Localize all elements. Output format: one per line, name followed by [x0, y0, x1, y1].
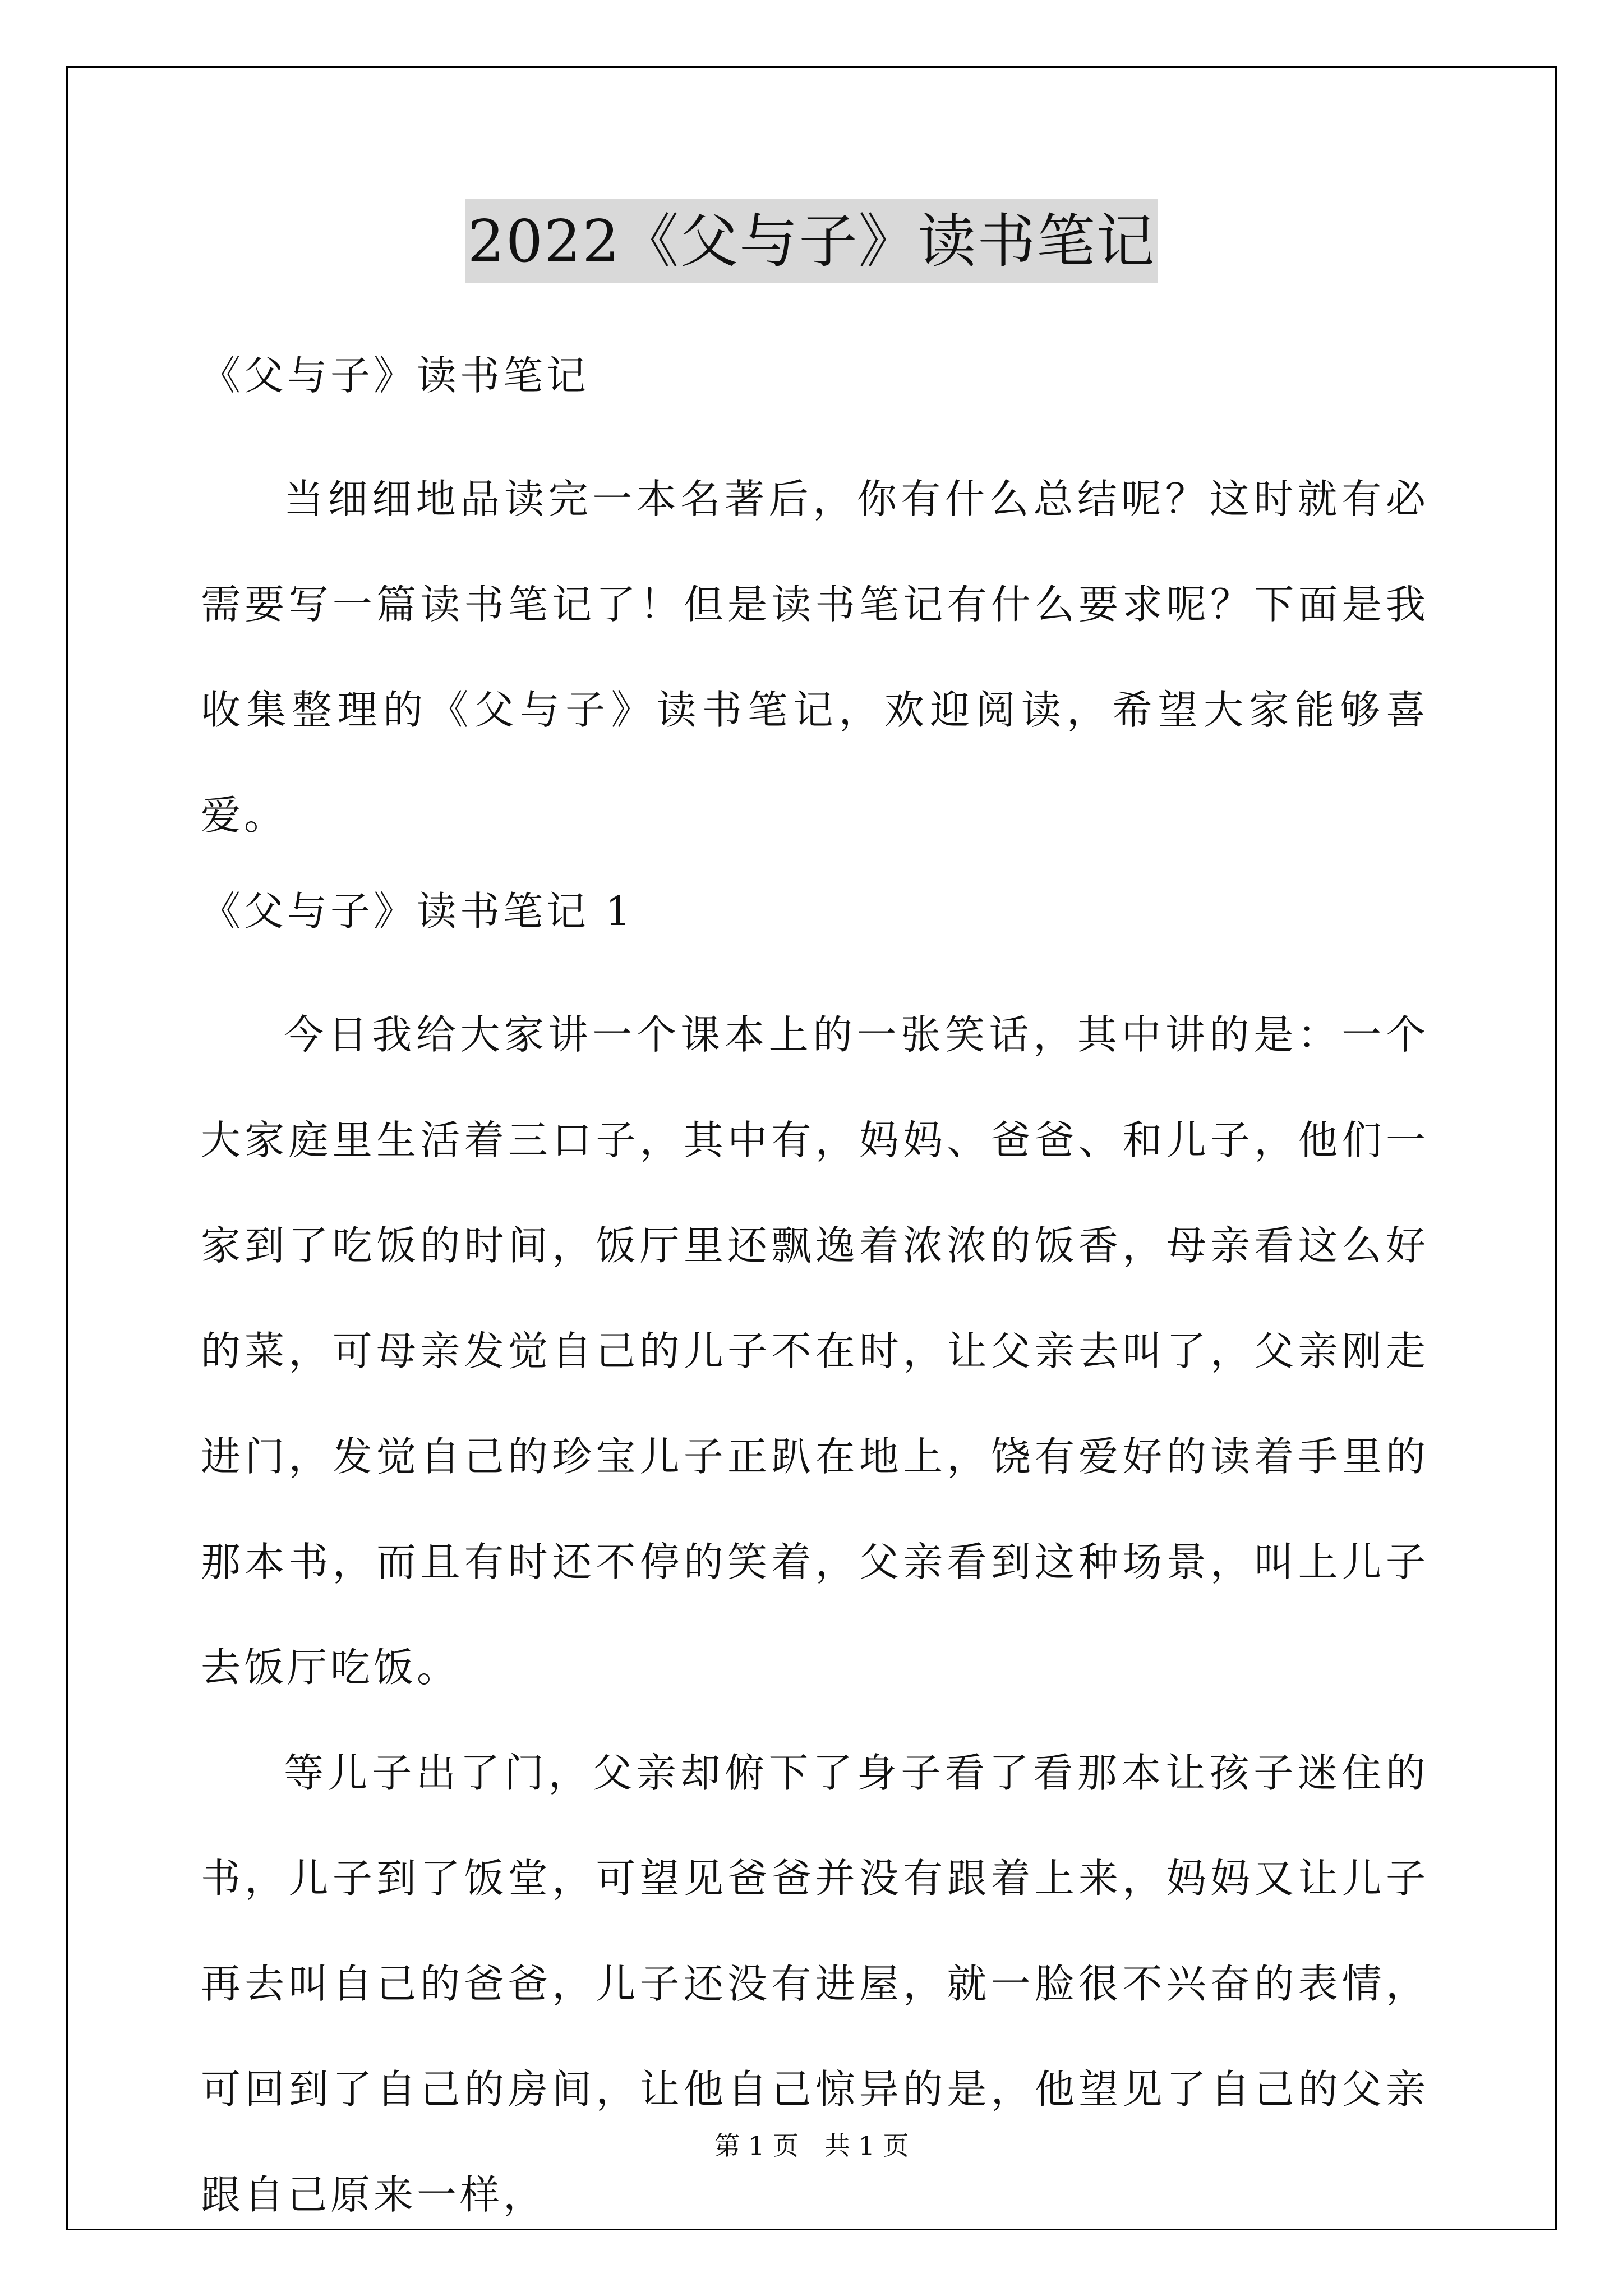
section1-heading: 《父与子》读书笔记 1	[201, 888, 634, 935]
section1	[201, 884, 1429, 940]
page-footer	[0, 2129, 1623, 2162]
intro-section	[201, 348, 1429, 404]
title-container	[0, 199, 1623, 283]
section1-paragraph-1: 今日我给大家讲一个课本上的一张笑话，其中讲的是：一个大家庭里生活着三口子，其中有，妈妈、爸爸、和儿子，他们一家到了吃饭的时间，饭厅里还飘逸着浓浓的饭香，母亲看这么好的菜，可母亲发觉自己的儿子不在时，让父亲去叫了，父亲刚走进门，发觉自己的珍宝儿子正趴在地上，饶有爱好的读着手里的那本书，而且有时还不停的笑着，父亲看到这种场景，叫上儿子去饭厅吃饭。	[201, 1011, 1429, 1691]
section1-paragraph-2: 等儿子出了门，父亲却俯下了身子看了看那本让孩子迷住的书，儿子到了饭堂，可望见爸爸并没有跟着上来，妈妈又让儿子再去叫自己的爸爸，儿子还没有进屋，就一脸很不兴奋的表情，可回到了自己的房间，让他自己惊异的是，他望见了自己的父亲跟自己原来一样，	[201, 1750, 1429, 2218]
intro-paragraph: 当细细地品读完一本名著后，你有什么总结呢？这时就有必需要写一篇读书笔记了！但是读书笔记有什么要求呢？下面是我收集整理的《父与子》读书笔记，欢迎阅读，希望大家能够喜爱。	[201, 476, 1429, 839]
section1-body	[201, 982, 1429, 2248]
page-number: 第 1 页 共 1 页	[714, 2131, 909, 2161]
intro-heading: 《父与子》读书笔记	[201, 352, 590, 399]
document-title: 2022《父与子》读书笔记	[465, 199, 1158, 283]
intro-body	[201, 447, 1429, 868]
